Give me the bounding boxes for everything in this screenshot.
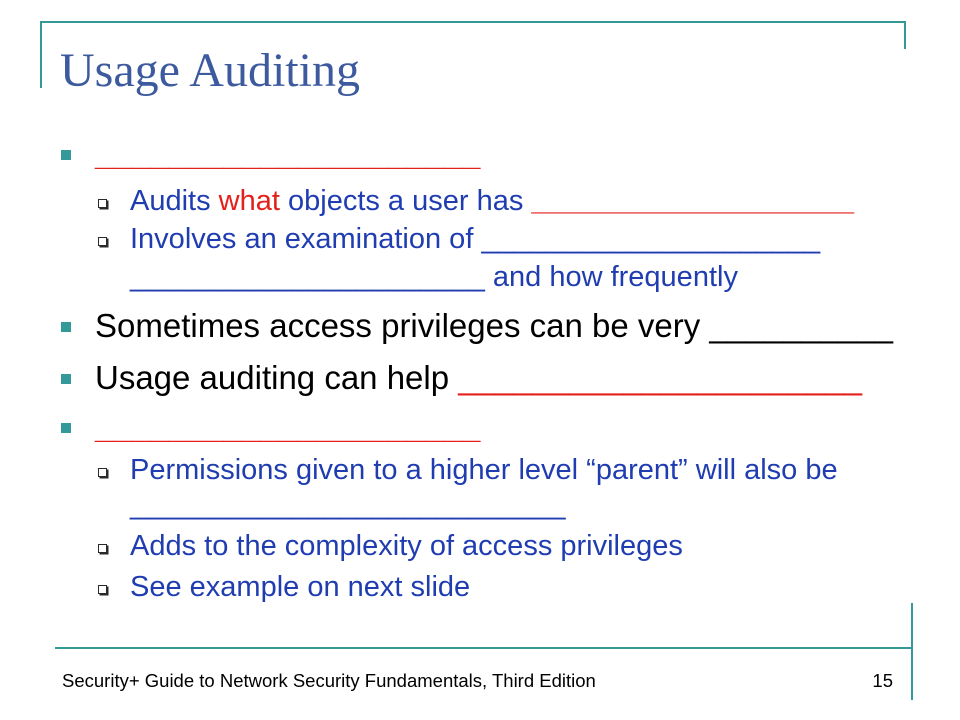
square-bullet-icon	[61, 374, 71, 384]
bullet-item	[95, 361, 862, 394]
page-number: 15	[872, 670, 893, 691]
sub-bullet-item	[130, 187, 854, 216]
fill-in-blank: ___________________________	[130, 489, 566, 521]
sub-bullet-item	[130, 573, 470, 602]
square-bullet-icon	[61, 322, 71, 332]
fill-in-blank: __________	[709, 307, 893, 344]
sub-bullet-text: Audits	[130, 185, 219, 217]
bullet-text: Sometimes access privileges can be very	[95, 307, 710, 344]
square-bullet-icon	[61, 150, 71, 160]
shadowed-square-bullet-icon	[98, 468, 107, 477]
frame-line-top	[40, 21, 906, 23]
shadowed-square-bullet-icon	[98, 585, 107, 594]
emphasis-word: what	[218, 185, 280, 217]
sub-bullet-continuation	[130, 491, 565, 520]
bullet-item	[95, 309, 893, 342]
slide-footer: Security+ Guide to Network Security Fundamentals, Third Edition	[62, 670, 596, 691]
sub-bullet-continuation	[130, 263, 738, 292]
sub-bullet-text: Permissions given to a higher level “parent” will also be	[130, 454, 838, 486]
fill-in-blank: _____________________	[95, 408, 481, 445]
sub-bullet-text: See example on next slide	[130, 571, 471, 603]
sub-bullet-item	[130, 532, 683, 561]
sub-bullet-text: Involves an examination of	[130, 223, 482, 255]
slide-title: Usage Auditing	[60, 44, 360, 97]
shadowed-square-bullet-icon	[98, 237, 107, 246]
fill-in-blank: ______________________	[130, 261, 485, 293]
frame-line-left	[40, 21, 42, 88]
sub-bullet-text: Adds to the complexity of access privileges	[130, 530, 683, 562]
sub-bullet-text: objects a user has	[279, 185, 532, 217]
shadowed-square-bullet-icon	[98, 199, 107, 208]
sub-bullet-item	[130, 456, 838, 485]
shadowed-square-bullet-icon	[98, 544, 107, 553]
fill-in-blank: _____________________	[481, 223, 821, 255]
fill-in-blank: ____________________	[531, 185, 854, 217]
bullet-item	[95, 137, 480, 170]
square-bullet-icon	[61, 423, 71, 433]
frame-line-bottom	[55, 647, 913, 649]
sub-bullet-text: and how frequently	[484, 261, 738, 293]
sub-bullet-item	[130, 225, 820, 254]
fill-in-blank: ______________________	[458, 359, 863, 396]
frame-line-top-right	[904, 21, 906, 49]
bullet-text: Usage auditing can help	[95, 359, 459, 396]
bullet-item	[95, 410, 480, 443]
frame-line-bottom-right	[911, 603, 913, 700]
fill-in-blank: _____________________	[95, 135, 481, 172]
